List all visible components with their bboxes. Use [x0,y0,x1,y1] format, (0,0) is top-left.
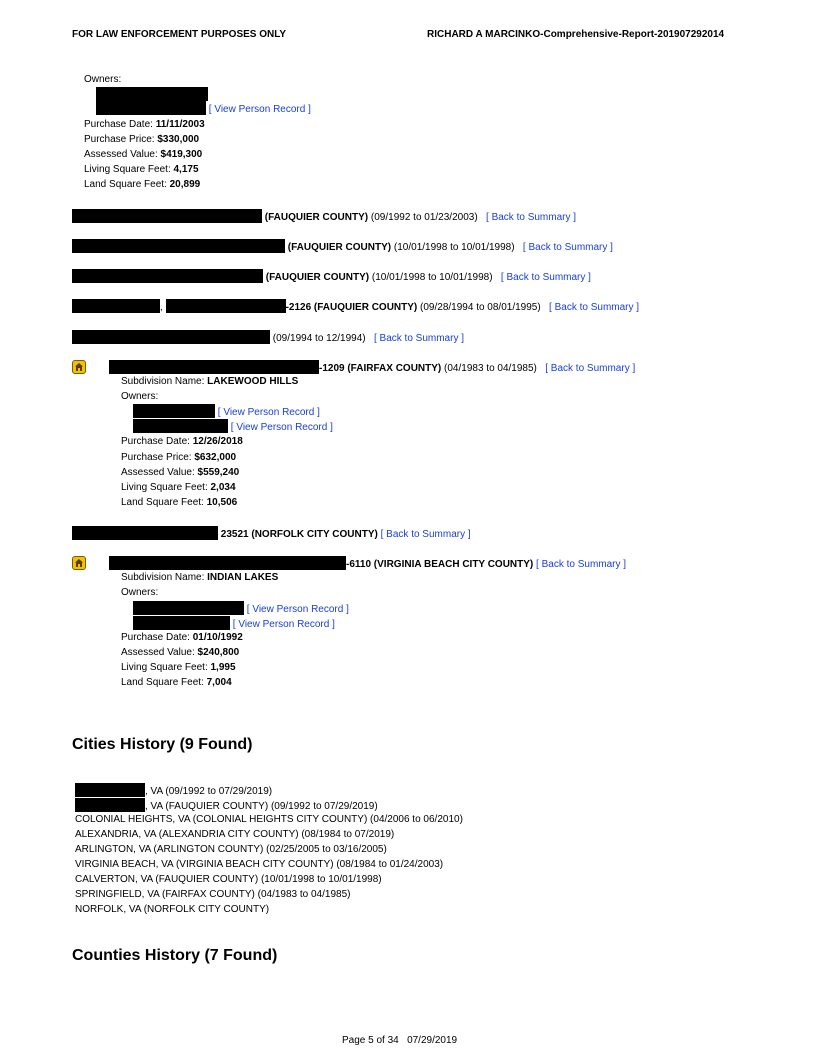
house-icon[interactable] [72,360,86,374]
redaction-block [109,556,346,570]
land-square-feet: Land Square Feet: 20,899 [84,179,201,190]
back-to-summary-link[interactable]: [ Back to Summary ] [545,363,636,374]
city-item: ARLINGTON, VA (ARLINGTON COUNTY) (02/25/2005 to 03/16/2005) [75,844,387,855]
view-person-record-link[interactable]: [ View Person Record ] [230,422,333,433]
page-footer: Page 5 of 34 07/29/2019 [342,1035,458,1046]
city-item: , VA (09/1992 to 07/29/2019) [75,783,272,798]
redaction-block [72,239,285,253]
redaction-block [96,101,206,115]
city-item: SPRINGFIELD, VA (FAIRFAX COUNTY) (04/1983 to 04/1985) [75,889,351,900]
city-item: CALVERTON, VA (FAUQUIER COUNTY) (10/01/1998 to 10/01/1998) [75,874,382,885]
address-line: , -2126 (FAUQUIER COUNTY) (09/28/1994 to 08/01/1995) [ Back to Summary ] [72,299,639,314]
city-item: VIRGINIA BEACH, VA (VIRGINIA BEACH CITY COUNTY) (08/1984 to 01/24/2003) [75,859,444,870]
redaction-block [133,616,230,630]
header-left: FOR LAW ENFORCEMENT PURPOSES ONLY [72,29,287,40]
assessed-value: Assessed Value: $240,800 [121,647,240,658]
redaction-block [75,783,145,797]
purchase-date: Purchase Date: 01/10/1992 [121,632,243,643]
address-line: (FAUQUIER COUNTY) (10/01/1998 to 10/01/1998) [ Back to Summary ] [72,269,591,284]
purchase-price: Purchase Price: $330,000 [84,134,200,145]
living-square-feet: Living Square Feet: 2,034 [121,482,236,493]
counties-history-title: Counties History (7 Found) [72,947,278,964]
land-square-feet: Land Square Feet: 10,506 [121,497,238,508]
purchase-date: Purchase Date: 11/11/2003 [84,119,205,130]
owners-label: Owners: [121,587,159,598]
house-icon[interactable] [72,556,86,570]
back-to-summary-link[interactable]: [ Back to Summary ] [522,242,613,253]
address-line: (FAUQUIER COUNTY) (09/1992 to 01/23/2003) [ Back to Summary ] [72,209,576,224]
city-item: COLONIAL HEIGHTS, VA (COLONIAL HEIGHTS CITY COUNTY) (04/2006 to 06/2010) [75,814,463,825]
address-line: (FAUQUIER COUNTY) (10/01/1998 to 10/01/1998) [ Back to Summary ] [72,239,613,254]
address-line: (09/1994 to 12/1994) [ Back to Summary ] [72,330,464,345]
owners-label: Owners: [84,74,122,85]
redaction-block [72,269,263,283]
owner-row [133,616,335,631]
redaction-block [72,209,262,223]
back-to-summary-link[interactable]: [ Back to Summary ] [536,559,627,570]
owner-row [133,404,320,419]
back-to-summary-link[interactable]: [ Back to Summary ] [486,212,577,223]
view-person-record-link[interactable]: [ View Person Record ] [232,619,335,630]
city-item: ALEXANDRIA, VA (ALEXANDRIA CITY COUNTY) (08/1984 to 07/2019) [75,829,395,840]
owners-label: Owners: [121,391,159,402]
redaction-block [96,87,208,101]
view-person-record-link[interactable]: [ View Person Record ] [208,104,311,115]
back-to-summary-link[interactable]: [ Back to Summary ] [549,302,640,313]
owner-row [96,101,311,116]
view-person-record-link[interactable]: [ View Person Record ] [246,604,349,615]
city-item: NORFOLK, VA (NORFOLK CITY COUNTY) [75,904,270,915]
address-line: 23521 (NORFOLK CITY COUNTY) [ Back to Summary ] [72,526,471,541]
living-square-feet: Living Square Feet: 1,995 [121,662,236,673]
back-to-summary-link[interactable]: [ Back to Summary ] [380,529,471,540]
address-line: -1209 (FAIRFAX COUNTY) (04/1983 to 04/1985) [ Back to Summary ] [109,360,635,375]
redaction-block [75,798,145,812]
redaction-block [166,299,286,313]
living-square-feet: Living Square Feet: 4,175 [84,164,199,175]
purchase-price: Purchase Price: $632,000 [121,452,237,463]
header-right: RICHARD A MARCINKO-Comprehensive-Report-201907292014 [427,29,725,40]
redaction-block [133,419,228,433]
back-to-summary-link[interactable]: [ Back to Summary ] [373,333,465,344]
owner-row [133,419,333,434]
redaction-block [133,601,244,615]
address-line: -6110 (VIRGINIA BEACH CITY COUNTY) [ Back to Summary ] [109,556,626,571]
assessed-value: Assessed Value: $419,300 [84,149,203,160]
redaction-block [72,526,218,540]
owner-row [96,87,208,102]
redaction-block [72,299,160,313]
city-item: , VA (FAUQUIER COUNTY) (09/1992 to 07/29/2019) [75,798,378,813]
back-to-summary-link[interactable]: [ Back to Summary ] [500,272,591,283]
owner-row [133,601,349,616]
cities-history-title: Cities History (9 Found) [72,736,253,753]
purchase-date: Purchase Date: 12/26/2018 [121,436,243,447]
redaction-block [133,404,215,418]
subdivision-name: Subdivision Name: LAKEWOOD HILLS [121,376,299,387]
land-square-feet: Land Square Feet: 7,004 [121,677,232,688]
redaction-block [109,360,319,374]
subdivision-name: Subdivision Name: INDIAN LAKES [121,572,279,583]
redaction-block [72,330,270,344]
assessed-value: Assessed Value: $559,240 [121,467,240,478]
view-person-record-link[interactable]: [ View Person Record ] [217,407,320,418]
